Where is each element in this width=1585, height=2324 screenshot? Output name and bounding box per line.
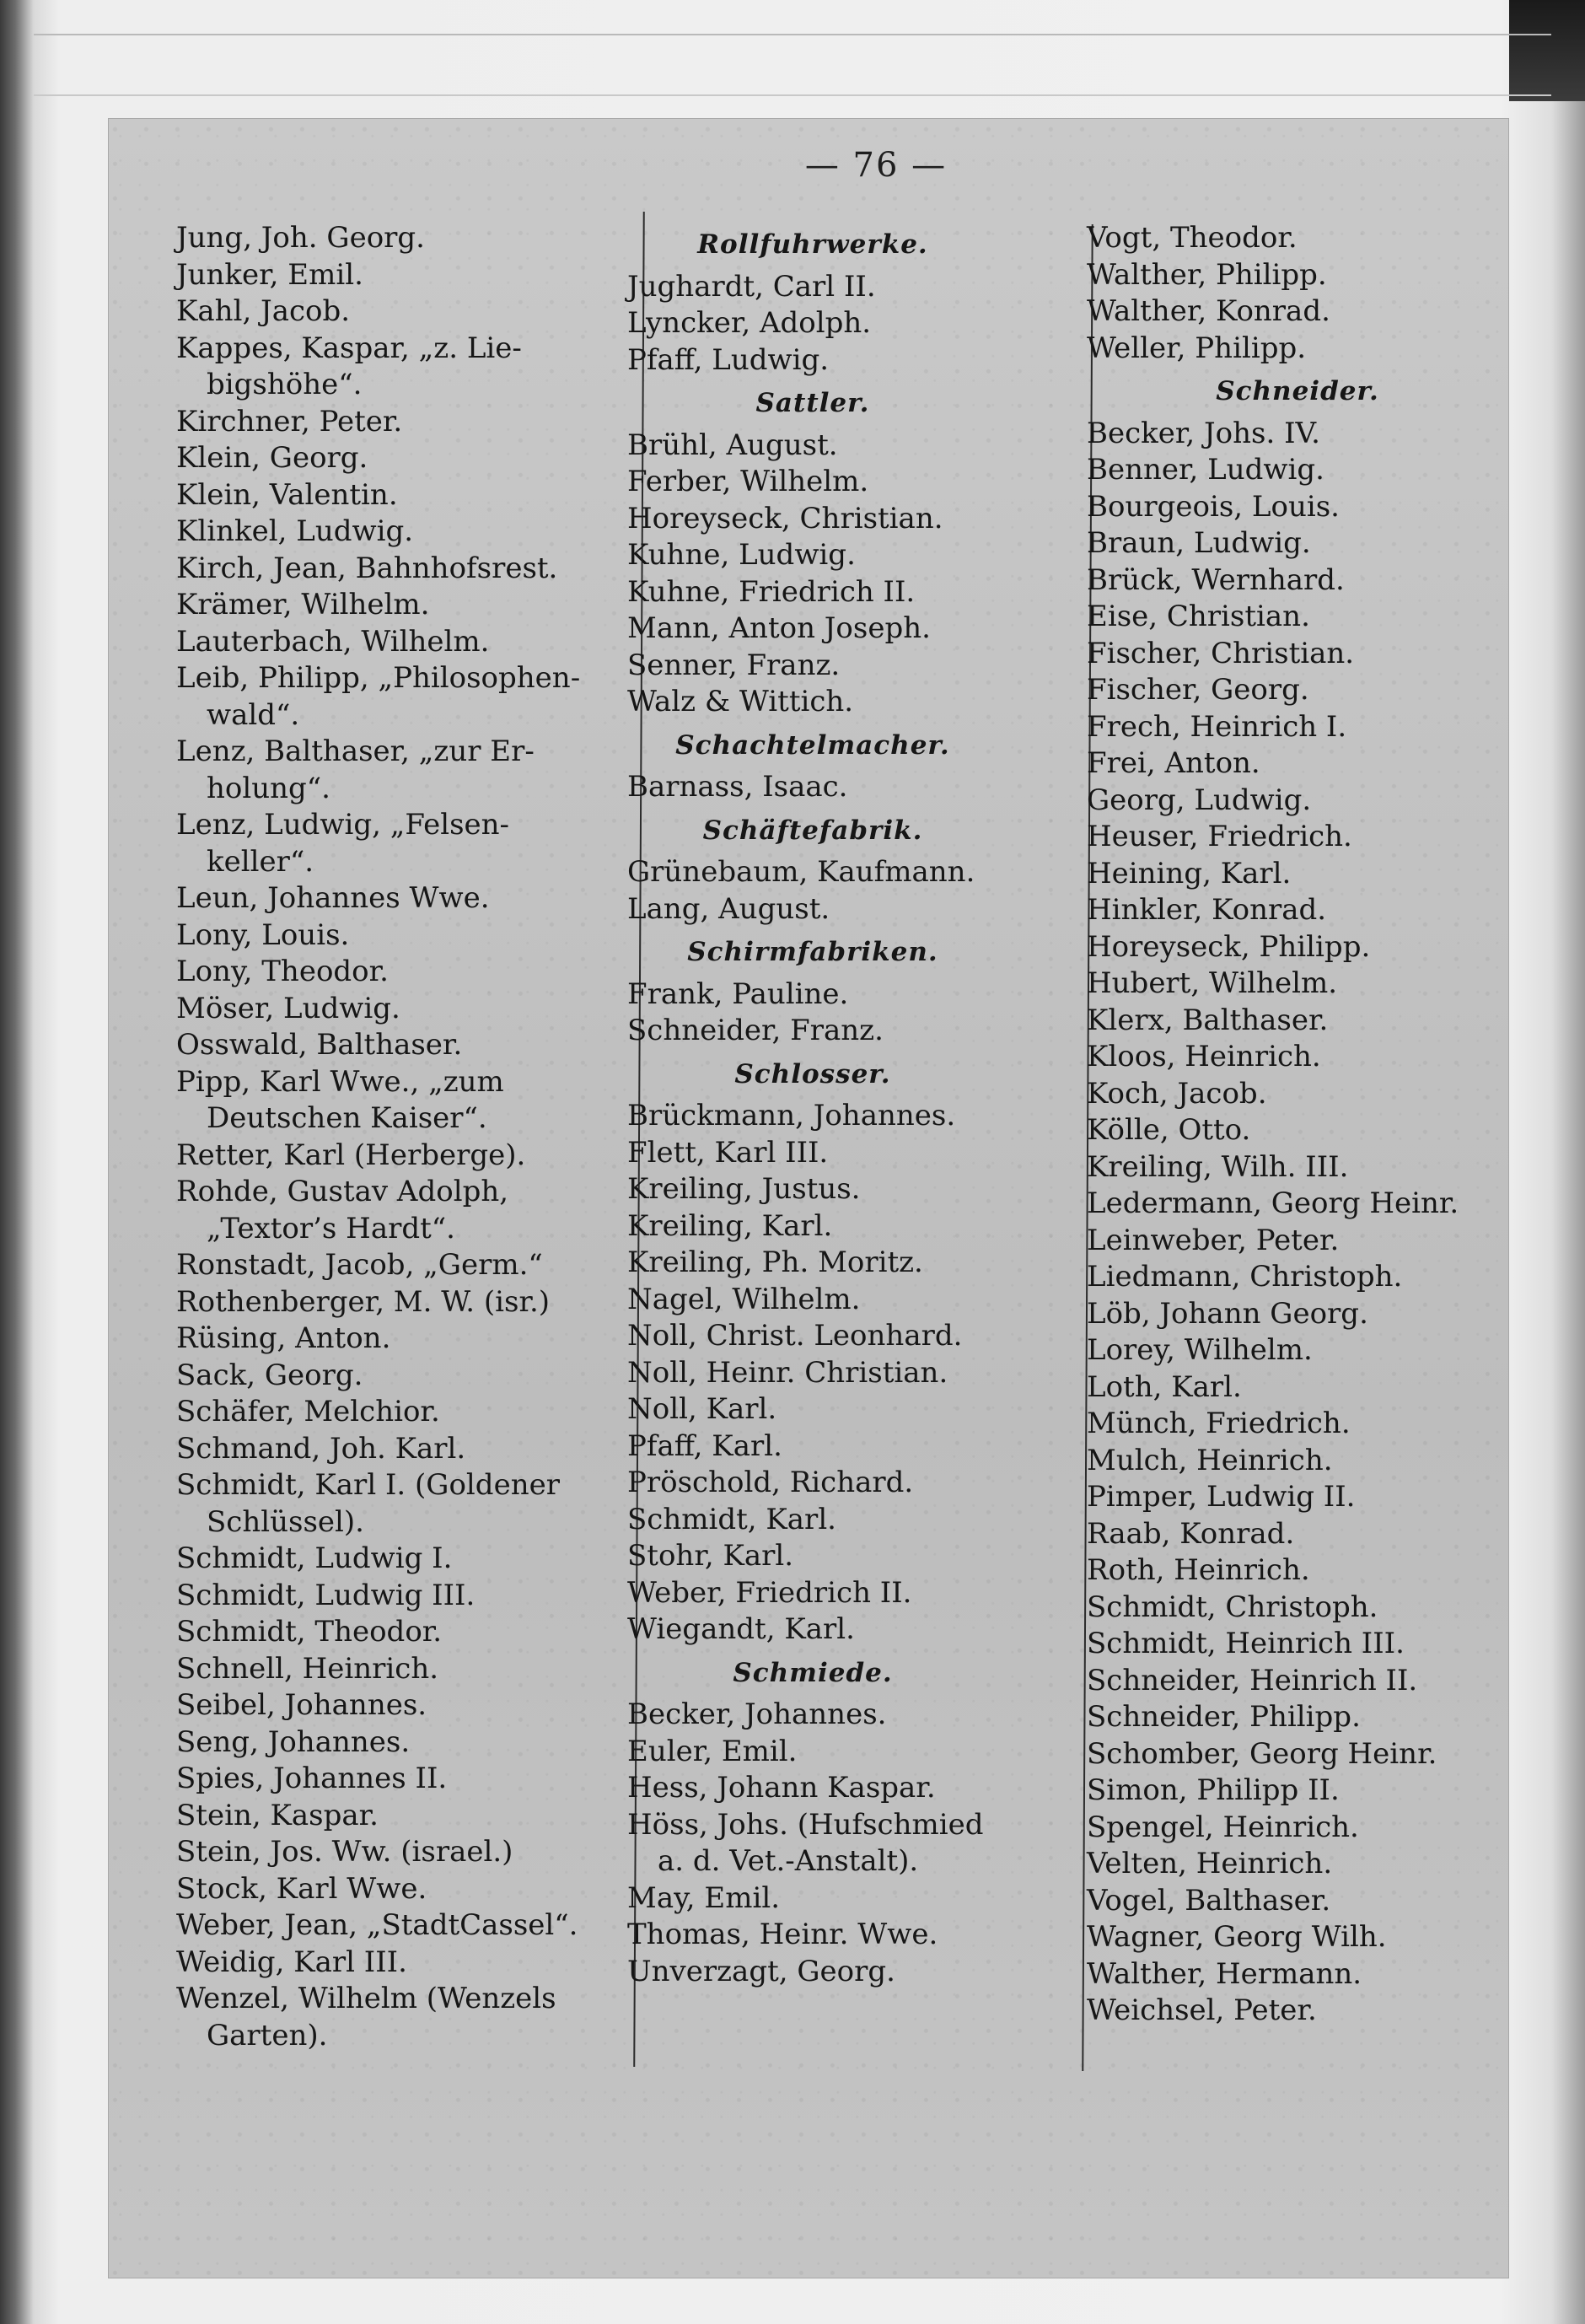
directory-entry [176,1651,682,1688]
directory-entry [176,1394,682,1431]
directory-entry: Lang, August. [627,891,830,926]
directory-entry: Kreiling, Wilh. III. [1087,1149,1349,1184]
entry-name: Schmidt, Ludwig I. [176,1541,453,1575]
directory-entry: Flett, Karl III. [627,1135,829,1170]
directory-entry: Euler, Emil. [627,1734,798,1768]
directory-entry: Fischer, Christian. [1087,636,1355,670]
directory-entry [176,1578,682,1615]
directory-entry: Pfaff, Ludwig. [627,342,830,377]
directory-entry: Walther, Hermann. [1087,1956,1362,1991]
directory-entry: Lyncker, Adolph. [627,306,872,340]
directory-entry [176,1431,682,1468]
entry-name: Seng, Johannes. [176,1724,411,1759]
entry-name: Leib, Philipp, „Philosophen- [176,661,581,695]
directory-entry [176,514,682,551]
directory-entry [176,220,682,257]
entry-name: Weber, Jean, „StadtCassel“. [176,1908,578,1942]
directory-entry [176,477,682,514]
directory-entry: Eise, Christian. [1087,600,1310,633]
directory-entry: Liedmann, Christoph. [1087,1260,1403,1294]
directory-entry [176,1284,682,1321]
directory-entry: Loth, Karl. [1087,1369,1242,1404]
entry-name: Rüsing, Anton. [176,1321,391,1355]
directory-entry: Becker, Johs. IV. [1087,416,1320,450]
trade-heading: Schachtelmacher. [675,729,950,761]
entry-name: Schmidt, Ludwig III. [176,1578,476,1612]
entry-name: Lenz, Balthaser, „zur Er- [176,734,535,768]
entry-name: Wenzel, Wilhelm (Wenzels [176,1982,556,2015]
entry-name: Lenz, Ludwig, „Felsen- [176,808,510,842]
directory-entry: Frei, Anton. [1087,746,1260,780]
directory-entry: Münch, Friedrich. [1087,1407,1351,1440]
directory-entry [176,1138,682,1175]
directory-entry: Benner, Ludwig. [1087,453,1324,487]
directory-entry: Hubert, Wilhelm. [1087,966,1338,1000]
directory-entry [176,624,682,661]
directory-entry: Stohr, Karl. [627,1539,794,1573]
page-edges [34,34,1551,96]
entry-continuation: Deutschen Kaiser“. [207,1101,487,1135]
directory-entry [176,1724,682,1762]
directory-entry: Noll, Heinr. Christian. [627,1355,948,1390]
directory-entry: Pröschold, Richard. [627,1466,914,1499]
entry-name: Osswald, Balthaser. [176,1028,463,1062]
directory-entry: Brück, Wernhard. [1087,562,1345,597]
directory-entry: Fischer, Georg. [1087,673,1309,707]
entry-name: Stein, Kaspar. [176,1798,379,1832]
entry-name: Schäfer, Melchior. [176,1395,440,1428]
directory-entry: Mulch, Heinrich. [1087,1443,1333,1477]
directory-entry: Frech, Heinrich I. [1087,709,1347,744]
trade-heading: Rollfuhrwerke. [697,229,928,260]
directory-entry: Jughardt, Carl II. [627,269,876,304]
entry-continuation: wald“. [207,697,300,732]
directory-entry [176,1467,682,1541]
directory-entry: Kölle, Otto. [1087,1113,1251,1147]
directory-entry [176,880,682,917]
directory-entry: Noll, Christ. Leonhard. [627,1319,963,1353]
entry-name: Stein, Jos. Ww. (israel.) [176,1835,513,1869]
directory-entry [176,660,682,734]
printed-page [108,118,1509,2278]
directory-entry: Leinweber, Peter. [1087,1223,1340,1257]
entry-name: Ronstadt, Jacob, „Germ.“ [176,1248,543,1282]
directory-entry: Weber, Friedrich II. [627,1575,912,1610]
entry-continuation: „Textor’s Hardt“. [207,1211,455,1245]
directory-entry [176,1247,682,1284]
directory-entry: Schomber, Georg Heinr. [1087,1736,1437,1771]
trade-heading: Schirmfabriken. [687,937,938,967]
directory-entry [176,1174,682,1247]
directory-entry [176,1027,682,1064]
directory-entry: Ferber, Wilhelm. [627,465,869,498]
entry-name: Lauterbach, Wilhelm. [176,624,490,659]
directory-entry: Bourgeois, Louis. [1087,489,1340,524]
directory-entry: Weller, Philipp. [1087,331,1307,365]
directory-entry: Schneider, Philipp. [1087,1700,1361,1734]
directory-entry [176,1064,682,1138]
entry-name: Klein, Valentin. [176,477,398,512]
entry-name: Jung, Joh. Georg. [176,221,425,255]
directory-entry: Kuhne, Ludwig. [627,538,856,572]
column-3 [1087,220,1525,2030]
directory-entry [176,1981,682,2054]
directory-entry [176,1687,682,1724]
directory-entry: Wagner, Georg Wilh. [1087,1920,1387,1954]
directory-entry [176,917,682,955]
directory-entry: Walther, Philipp. [1087,257,1327,292]
directory-entry: Nagel, Wilhelm. [627,1282,861,1316]
entry-name: Kirchner, Peter. [176,404,403,438]
directory-entry [176,551,682,588]
entry-continuation: Garten). [207,2018,328,2052]
trade-heading: Schneider. [1216,376,1379,406]
entry-name: Schmidt, Theodor. [176,1615,443,1649]
entry-name: Schnell, Heinrich. [176,1651,439,1686]
directory-entry: Braun, Ludwig. [1087,526,1311,560]
entry-name: Kappes, Kaspar, „z. Lie- [176,331,522,365]
entry-name: Schmand, Joh. Karl. [176,1431,466,1466]
entry-continuation: holung“. [207,771,330,805]
directory-entry [176,1798,682,1835]
directory-entry [176,1907,682,1945]
directory-entry: Vogel, Balthaser. [1087,1883,1331,1918]
directory-entry [176,404,682,441]
directory-entry [176,1541,682,1578]
trade-heading: Schmiede. [733,1657,893,1688]
entry-name: Stock, Karl Wwe. [176,1871,427,1906]
directory-entry: Kreiling, Ph. Moritz. [627,1245,923,1279]
directory-entry: Kreiling, Karl. [627,1208,833,1243]
directory-entry: Brühl, August. [627,428,838,462]
directory-entry [176,293,682,331]
directory-entry [176,807,682,880]
entry-name: Klinkel, Ludwig. [176,514,414,548]
directory-entry: Simon, Philipp II. [1087,1773,1340,1807]
directory-entry: Walther, Konrad. [1087,294,1330,328]
directory-entry: Weichsel, Peter. [1087,1993,1317,2027]
directory-entry: Becker, Johannes. [627,1697,887,1731]
entry-name: Sack, Georg. [176,1358,363,1392]
directory-entry: Koch, Jacob. [1087,1076,1267,1111]
entry-name: Klein, Georg. [176,441,368,475]
directory-entry: Frank, Pauline. [627,976,849,1011]
directory-entry [176,734,682,807]
entry-name: Rothenberger, M. W. (isr.) [176,1284,551,1319]
directory-entry: Mann, Anton Joseph. [627,611,931,645]
entry-name: Lony, Louis. [176,917,350,952]
directory-entry [176,331,682,404]
directory-entry: a. d. Vet.-Anstalt). [658,1844,919,1878]
directory-entry: Schmidt, Karl. [627,1502,836,1536]
directory-entry: Spengel, Heinrich. [1087,1810,1359,1844]
directory-entry [176,257,682,294]
column-1 [176,220,682,2054]
directory-entry: Vogt, Theodor. [1087,221,1298,255]
directory-entry: Pimper, Ludwig II. [1087,1480,1356,1514]
directory-entry: Hinkler, Konrad. [1087,893,1327,927]
directory-entry: Schneider, Heinrich II. [1087,1663,1418,1697]
trade-heading: Schlosser. [734,1058,891,1089]
entry-name: Kirch, Jean, Bahnhofsrest. [176,551,558,585]
directory-entry: Walz & Wittich. [627,685,854,718]
directory-entry [176,1761,682,1798]
directory-entry: Heuser, Friedrich. [1087,820,1352,853]
entry-name: Junker, Emil. [176,257,363,292]
entry-name: Kahl, Jacob. [176,294,351,328]
directory-entry: Unverzagt, Georg. [627,1954,895,1988]
directory-entry [176,440,682,477]
directory-entry: Horeyseck, Christian. [627,501,943,535]
directory-entry: Kuhne, Friedrich II. [627,574,916,609]
directory-entry: Thomas, Heinr. Wwe. [627,1918,938,1951]
directory-entry: Kloos, Heinrich. [1087,1040,1321,1073]
directory-entry: Klerx, Balthaser. [1087,1003,1329,1037]
entry-name: Weidig, Karl III. [176,1945,407,1979]
directory-entry: Roth, Heinrich. [1087,1553,1310,1587]
entry-name: Retter, Karl (Herberge). [176,1138,526,1172]
page-number: — 76 — [804,146,948,185]
directory-entry: Raab, Konrad. [1087,1516,1295,1551]
directory-entry [176,1614,682,1651]
directory-entry: Horeyseck, Philipp. [1087,929,1371,964]
column-2 [627,220,1133,1990]
directory-entry: Grünebaum, Kaufmann. [627,855,975,889]
directory-entry: Lorey, Wilhelm. [1087,1333,1313,1367]
entry-continuation: Schlüssel). [207,1504,364,1539]
directory-entry: Georg, Ludwig. [1087,783,1312,817]
entry-name: Krämer, Wilhelm. [176,588,430,621]
entry-name: Schmidt, Karl I. (Goldener [176,1468,560,1502]
directory-entry: Ledermann, Georg Heinr. [1087,1186,1459,1220]
directory-entry: Heining, Karl. [1087,856,1292,890]
directory-entry: Löb, Johann Georg. [1087,1296,1368,1331]
directory-entry [176,1834,682,1871]
directory-entry [176,587,682,624]
entry-name: Lony, Theodor. [176,955,389,988]
directory-entry: Schmidt, Christoph. [1087,1590,1378,1624]
directory-entry [176,1871,682,1908]
directory-entry: Senner, Franz. [627,648,841,682]
directory-entry [176,1321,682,1358]
directory-entry [176,954,682,991]
entry-continuation: bigshöhe“. [207,368,363,401]
directory-entry: Noll, Karl. [627,1392,777,1426]
entry-name: Rohde, Gustav Adolph, [176,1175,509,1208]
directory-entry: Barnass, Isaac. [627,770,848,804]
entry-name: Seibel, Johannes. [176,1688,427,1722]
trade-heading: Sattler. [755,388,870,418]
directory-entry: Hess, Johann Kaspar. [627,1771,936,1805]
directory-entry [176,1945,682,1982]
directory-entry: Schneider, Franz. [627,1014,884,1047]
directory-entry: Brückmann, Johannes. [627,1099,956,1132]
directory-entry: Velten, Heinrich. [1087,1847,1333,1880]
directory-entry: Kreiling, Justus. [627,1172,861,1206]
entry-name: Leun, Johannes Wwe. [176,881,490,915]
entry-name: Pipp, Karl Wwe., „zum [176,1064,504,1099]
entry-name: Spies, Johannes II. [176,1762,448,1795]
entry-name: Möser, Ludwig. [176,991,400,1025]
directory-entry: Pfaff, Karl. [627,1428,782,1463]
directory-entry: Wiegandt, Karl. [627,1612,855,1646]
directory-entry: Schmidt, Heinrich III. [1087,1627,1405,1660]
directory-entry [176,1358,682,1395]
directory-entry [176,991,682,1028]
entry-continuation: keller“. [207,844,314,879]
directory-entry: Höss, Johs. (Hufschmied [627,1807,984,1842]
trade-heading: Schäftefabrik. [702,815,923,846]
directory-entry: May, Emil. [627,1880,781,1915]
